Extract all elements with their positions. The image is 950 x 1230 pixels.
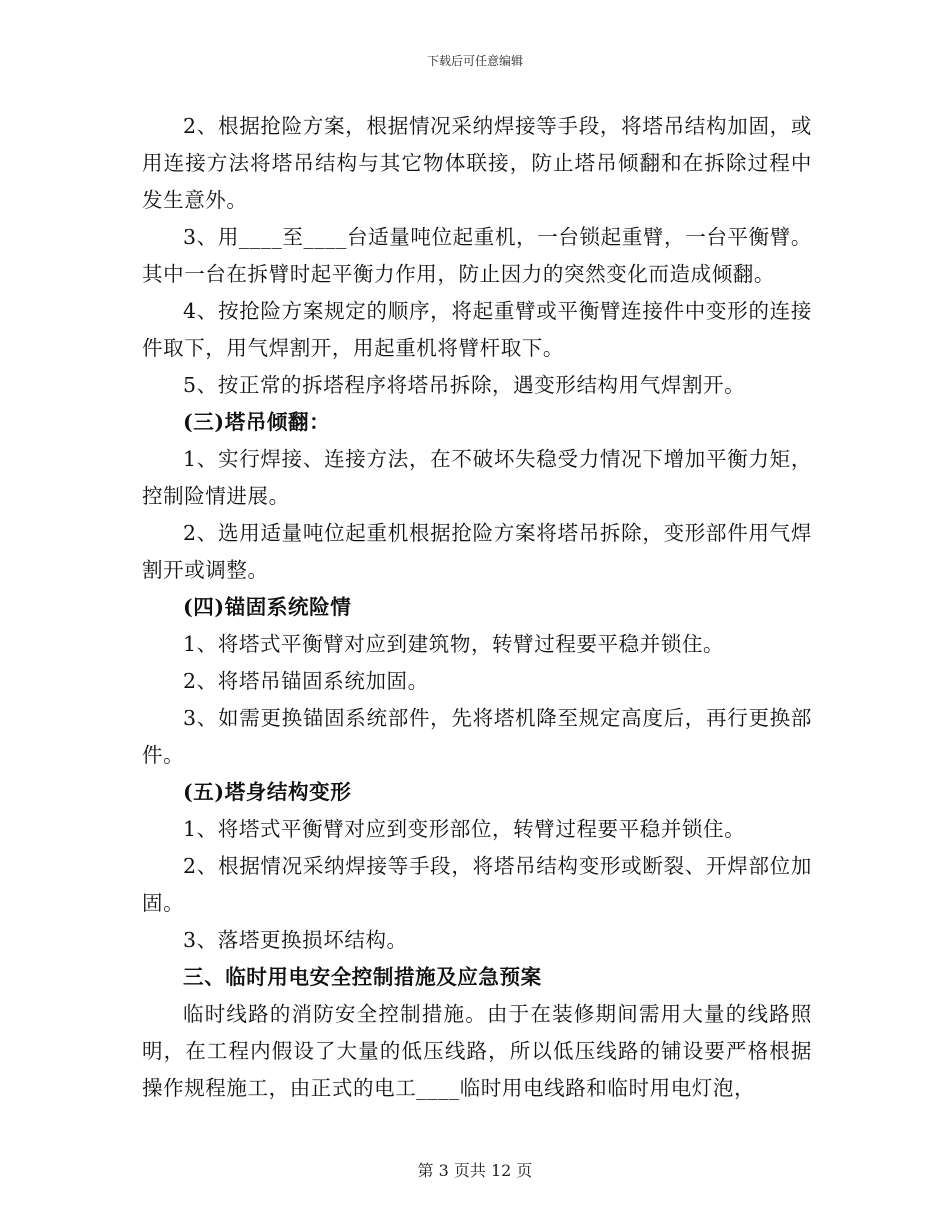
paragraph-temporary-power: 临时线路的消防安全控制措施。由于在装修期间需用大量的线路照明，在工程内假设了大量的低压线路，所以低压线路的铺设要严格根据操作规程施工，由正式的电工____临时用电线路和临时用电灯泡，: [142, 1002, 812, 1100]
paragraph-remove-connectors: 4、按抢险方案规定的顺序，将起重臂或平衡臂连接件中变形的连接件取下，用气焊割开，用起重机将臂杆取下。: [142, 299, 812, 360]
section-heading-structure-deform: (五)塔身结构变形: [183, 780, 352, 804]
paragraph-deform-step-2: 2、根据情况采纳焊接等手段，将塔吊结构变形或断裂、开焊部位加固。: [142, 854, 812, 915]
paragraph-anchor-step-2: 2、将塔吊锚固系统加固。: [183, 669, 429, 693]
paragraph-deform-step-3: 3、落塔更换损坏结构。: [183, 928, 408, 952]
paragraph-tower-reinforce: 2、根据抢险方案，根据情况采纳焊接等手段，将塔吊结构加固，或用连接方法将塔吊结构与其它物体联接，防止塔吊倾翻和在拆除过程中发生意外。: [142, 114, 812, 212]
section-heading-temporary-power: 三、临时用电安全控制措施及应急预案: [183, 965, 542, 989]
paragraph-overturn-step-2: 2、选用适量吨位起重机根据抢险方案将塔吊拆除，变形部件用气焊割开或调整。: [142, 521, 812, 582]
paragraph-overturn-step-1: 1、实行焊接、连接方法，在不破坏失稳受力情况下增加平衡力矩，控制险情进展。: [142, 447, 812, 508]
section-heading-tower-overturn: (三)塔吊倾翻：: [183, 410, 331, 434]
paragraph-deform-step-1: 1、将塔式平衡臂对应到变形部位，转臂过程要平稳并锁住。: [183, 817, 746, 841]
paragraph-anchor-step-3: 3、如需更换锚固系统部件，先将塔机降至规定高度后，再行更换部件。: [142, 706, 812, 767]
paragraph-normal-dismantle: 5、按正常的拆塔程序将塔吊拆除，遇变形结构用气焊割开。: [183, 373, 746, 397]
page-footer: 第 3 页共 12 页: [417, 1161, 533, 1180]
paragraph-crane-balance: 3、用____至____台适量吨位起重机，一台锁起重臂，一台平衡臂。其中一台在拆臂时起平衡力作用，防止因力的突然变化而造成倾翻。: [142, 225, 812, 286]
document-body: [142, 108, 812, 1107]
page-header: 下载后可任意编辑: [426, 54, 523, 68]
paragraph-anchor-step-1: 1、将塔式平衡臂对应到建筑物，转臂过程要平稳并锁住。: [183, 632, 725, 656]
section-heading-anchor-system: (四)锚固系统险情: [183, 595, 352, 619]
